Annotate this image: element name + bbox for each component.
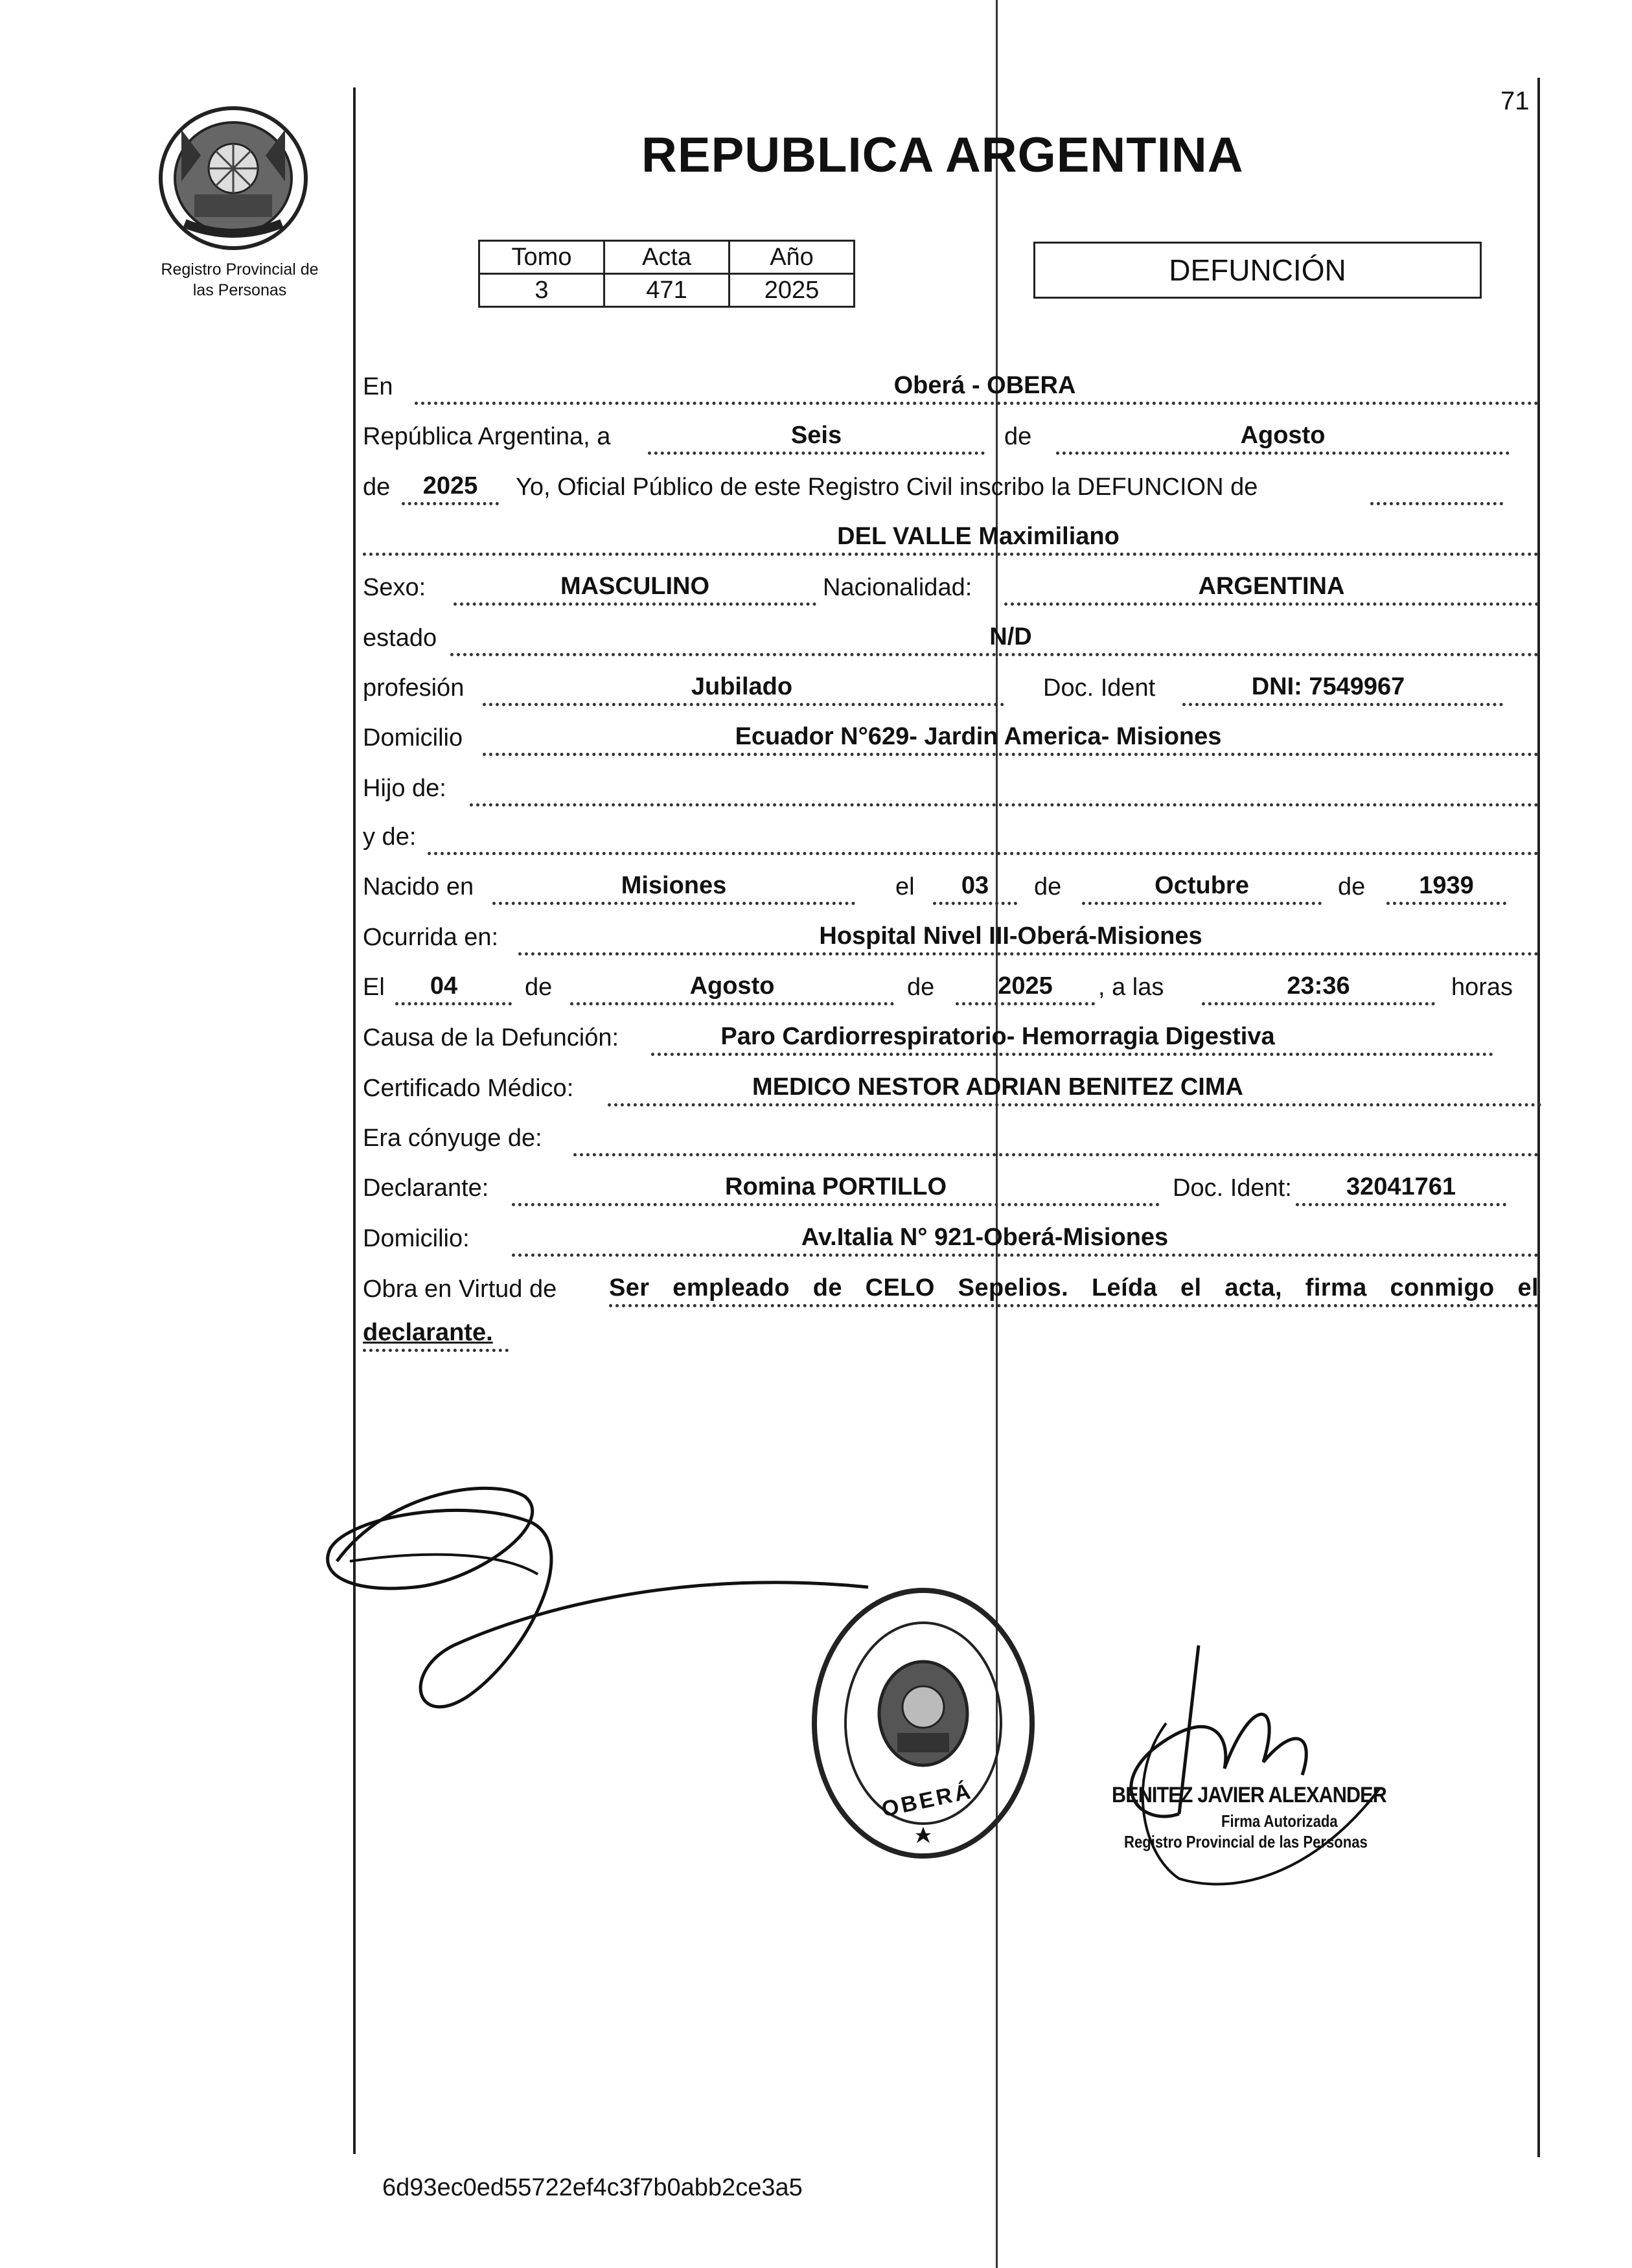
row-declarante bbox=[363, 1167, 1529, 1206]
signatory-name: BENITEZ JAVIER ALEXANDER bbox=[1112, 1783, 1386, 1807]
org-line-2: las Personas bbox=[192, 281, 287, 299]
domicilio-label: Domicilio bbox=[363, 724, 463, 751]
document-type-box bbox=[1033, 242, 1482, 299]
hijo-dots bbox=[470, 766, 1539, 807]
row-obra-2 bbox=[363, 1313, 1529, 1352]
row-fecha-defuncion bbox=[363, 967, 1529, 1005]
causa-label: Causa de la Defunción: bbox=[363, 1024, 619, 1051]
registry-table-header-row bbox=[479, 241, 855, 274]
de6-label: de bbox=[907, 974, 935, 1001]
sexo-label: Sexo: bbox=[363, 574, 426, 601]
document-type: DEFUNCIÓN bbox=[1169, 253, 1346, 287]
nacionalidad-value: ARGENTINA bbox=[1198, 573, 1345, 600]
de-label: de bbox=[1004, 423, 1032, 450]
deceased-name: DEL VALLE Maximiliano bbox=[837, 523, 1120, 550]
oficial-text: Yo, Oficial Público de este Registro Civil inscribo la DEFUNCION de bbox=[516, 474, 1258, 501]
death-year: 2025 bbox=[998, 972, 1053, 1000]
provincial-seal bbox=[155, 104, 311, 253]
page-number: 71 bbox=[1500, 87, 1530, 115]
left-margin-rule bbox=[353, 87, 356, 2154]
causa-value: Paro Cardiorrespiratorio- Hemorragia Digestiva bbox=[720, 1023, 1275, 1050]
horas-label: horas bbox=[1451, 974, 1513, 1001]
birth-year: 1939 bbox=[1419, 872, 1474, 899]
death-day: 04 bbox=[430, 972, 458, 1000]
doc-ident-label: Doc. Ident bbox=[1043, 674, 1156, 702]
row-estado bbox=[363, 617, 1529, 656]
de5-label: de bbox=[525, 974, 553, 1001]
row-domicilio bbox=[363, 717, 1529, 756]
official-stamp bbox=[807, 1581, 1040, 1866]
profesion-label: profesión bbox=[363, 674, 465, 702]
registry-header-acta: Acta bbox=[604, 241, 730, 274]
nacido-label: Nacido en bbox=[363, 873, 474, 900]
row-yde bbox=[363, 816, 1529, 855]
de4-label: de bbox=[1338, 873, 1366, 900]
birth-day: 03 bbox=[961, 872, 989, 899]
yde-label: y de: bbox=[363, 823, 417, 851]
certificado-value: MEDICO NESTOR ADRIAN BENITEZ CIMA bbox=[752, 1073, 1243, 1101]
sexo-value: MASCULINO bbox=[560, 573, 710, 600]
signatory-office: Registro Provincial de las Personas bbox=[1124, 1832, 1368, 1851]
domicilio2-label: Domicilio: bbox=[363, 1225, 470, 1252]
republica-label: República Argentina, a bbox=[363, 423, 611, 450]
registry-org-name bbox=[130, 259, 350, 301]
declarante-value: Romina PORTILLO bbox=[725, 1173, 947, 1200]
en-label: En bbox=[363, 373, 393, 400]
registry-value-ano: 2025 bbox=[730, 274, 855, 307]
yde-dots bbox=[428, 814, 1539, 855]
day-value: Seis bbox=[790, 422, 842, 449]
year-value: 2025 bbox=[422, 472, 478, 499]
row-en bbox=[363, 366, 1529, 405]
registry-table bbox=[478, 240, 855, 308]
registry-value-acta: 471 bbox=[604, 274, 730, 307]
declarante-label: Declarante: bbox=[363, 1174, 489, 1202]
nacido-value: Misiones bbox=[621, 872, 727, 899]
row-hijo bbox=[363, 768, 1529, 807]
alas-label: , a las bbox=[1098, 974, 1164, 1001]
death-time: 23:36 bbox=[1287, 972, 1350, 1000]
doc-ident-value: DNI: 7549967 bbox=[1251, 673, 1405, 700]
en-value: Oberá - OBERA bbox=[893, 372, 1076, 399]
estado-value: N/D bbox=[989, 623, 1032, 650]
doc-ident2-value: 32041761 bbox=[1346, 1173, 1456, 1200]
obra-value-line-2: declarante. bbox=[363, 1319, 493, 1346]
row-name bbox=[363, 517, 1529, 556]
obra-value-line-1: Ser empleado de CELO Sepelios. Leída el acta, firma conmigo el bbox=[609, 1274, 1539, 1301]
domicilio2-value: Av.Italia N° 921-Oberá-Misiones bbox=[801, 1224, 1169, 1251]
row-nacido bbox=[363, 866, 1529, 905]
nacionalidad-label: Nacionalidad: bbox=[823, 574, 972, 601]
row-causa bbox=[363, 1017, 1529, 1056]
document-hash: 6d93ec0ed55722ef4c3f7b0abb2ce3a5 bbox=[382, 2174, 803, 2201]
signatory-title: Firma Autorizada bbox=[1221, 1811, 1338, 1831]
de3-label: de bbox=[1034, 873, 1062, 900]
row-oficial bbox=[363, 466, 1529, 505]
row-fecha bbox=[363, 416, 1529, 455]
month-value: Agosto bbox=[1240, 422, 1326, 449]
registry-value-tomo: 3 bbox=[479, 274, 604, 307]
registry-header-tomo: Tomo bbox=[479, 241, 604, 274]
ocurrida-value: Hospital Nivel III-Oberá-Misiones bbox=[819, 922, 1202, 950]
ocurrida-label: Ocurrida en: bbox=[363, 924, 499, 951]
el-label: el bbox=[895, 873, 915, 900]
profesion-value: Jubilado bbox=[691, 673, 793, 700]
hijo-label: Hijo de: bbox=[363, 775, 446, 802]
org-line-1: Registro Provincial de bbox=[161, 260, 319, 279]
row-obra bbox=[363, 1268, 1539, 1307]
stamp-city: OBERÁ bbox=[879, 1778, 976, 1822]
el2-label: El bbox=[363, 974, 385, 1001]
row-domicilio-declarante bbox=[363, 1218, 1529, 1257]
certificado-label: Certificado Médico: bbox=[363, 1075, 574, 1102]
conyuge-dots bbox=[573, 1116, 1539, 1156]
domicilio-value: Ecuador N°629- Jardin America- Misiones bbox=[735, 723, 1222, 750]
row-certificado bbox=[363, 1068, 1529, 1106]
oficial-dots bbox=[1370, 464, 1503, 505]
death-month: Agosto bbox=[689, 972, 775, 1000]
conyuge-label: Era cónyuge de: bbox=[363, 1125, 542, 1152]
de2-label: de bbox=[363, 474, 391, 501]
obra-label: Obra en Virtud de bbox=[363, 1276, 557, 1303]
row-profesion bbox=[363, 667, 1529, 706]
birth-month: Octubre bbox=[1155, 872, 1249, 899]
estado-label: estado bbox=[363, 624, 437, 652]
row-conyuge bbox=[363, 1117, 1529, 1156]
row-ocurrida bbox=[363, 917, 1529, 956]
doc-ident2-label: Doc. Ident: bbox=[1173, 1174, 1292, 1202]
row-sexo bbox=[363, 567, 1529, 606]
page-title: REPUBLICA ARGENTINA bbox=[641, 128, 1244, 183]
registry-table-value-row bbox=[479, 274, 855, 307]
registry-header-ano: Año bbox=[730, 241, 855, 274]
